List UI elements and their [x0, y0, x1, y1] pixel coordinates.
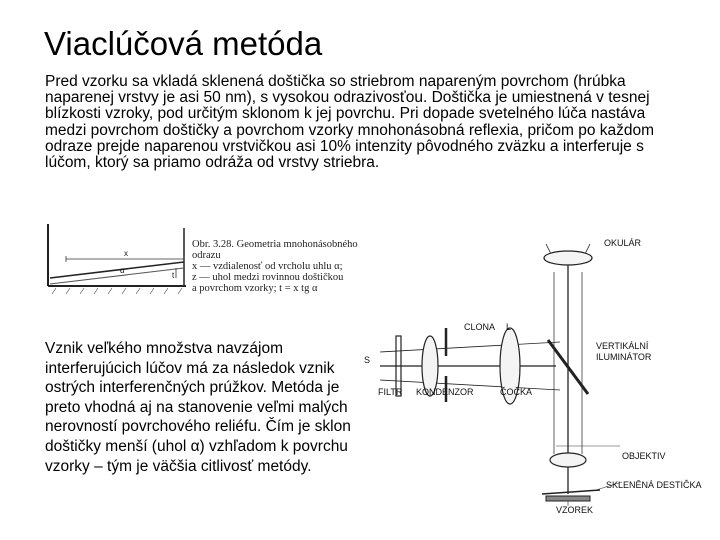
slide-title: Viaclúčová metóda — [44, 25, 323, 62]
label-alpha: α — [120, 266, 125, 275]
label-vertical-illuminator-2: ILUMINÁTOR — [596, 352, 652, 362]
label-kondenzor: KONDENZOR — [416, 387, 474, 397]
label-vzorek: VZOREK — [556, 505, 594, 515]
specimen — [546, 496, 590, 501]
caption-line: Obr. 3.28. Geometria mnohonásobného — [192, 239, 358, 250]
method-paragraph: Vznik veľkého množstva navzájom interferujúcich lúčov má za následok vznik ostrých interferenčných prúžkov. Metóda je preto vhodná aj na stanovenie veľmi malých nerovností povrchového reliéfu. Čím je sklon doštičky menší (uhol α) vzhľadom k povrchu vzorky – tým je väčšia citlivosť metódy. — [45, 340, 351, 475]
label-okular: OKULÁR — [604, 238, 642, 248]
label-t: t — [172, 271, 175, 280]
interferometer-optics-diagram — [360, 232, 715, 517]
caption-line: odrazu — [192, 250, 221, 261]
eyepiece-lens — [544, 251, 592, 265]
label-vertical-illuminator-1: VERTIKÁLNÍ — [596, 341, 649, 351]
caption-line: a povrchom vzorky; t = x tg α — [192, 283, 318, 294]
caption-line: z — uhol medzi rovinnou doštičkou — [192, 272, 344, 283]
glass-plate — [542, 490, 600, 494]
label-objektiv: OBJEKTIV — [622, 451, 666, 461]
multiple-reflection-geometry-figure — [46, 222, 406, 314]
label-filtr: FILTR — [378, 387, 403, 397]
label-x: x — [124, 249, 128, 258]
caption-line: x — vzdialenosť od vrcholu uhlu α; — [192, 261, 343, 272]
label-l: L — [506, 322, 512, 332]
label-cocka: ČOČKA — [500, 387, 533, 397]
label-s: S — [364, 355, 371, 365]
geometry-drawing — [48, 224, 186, 294]
objective-lens — [550, 453, 586, 467]
label-sklenena-desticka: SKLENĚNÁ DESTIČKA — [606, 480, 702, 490]
intro-paragraph: Pred vzorku sa vkladá sklenená doštička so striebrom napareným povrchom (hrúbka naparenej vrstvy je asi 50 nm), s vysokou odrazivosťou. Doštička je umiestnená v tesnej blízkosti vzroky, pod určitým sklonom k jej povrchu. Pri dopade svetelného lúča nastáva medzi povrchom doštičky a povrchom vzorky mnohonásobná reflexia, pričom po každom odraze prejde naparenou vrstvičkou asi 10% intenzity pôvodného zväzku a interferuje s lúčom, ktorý sa priamo odráža od vrstvy striebra. — [45, 73, 655, 172]
label-clona: CLONA — [464, 322, 496, 332]
